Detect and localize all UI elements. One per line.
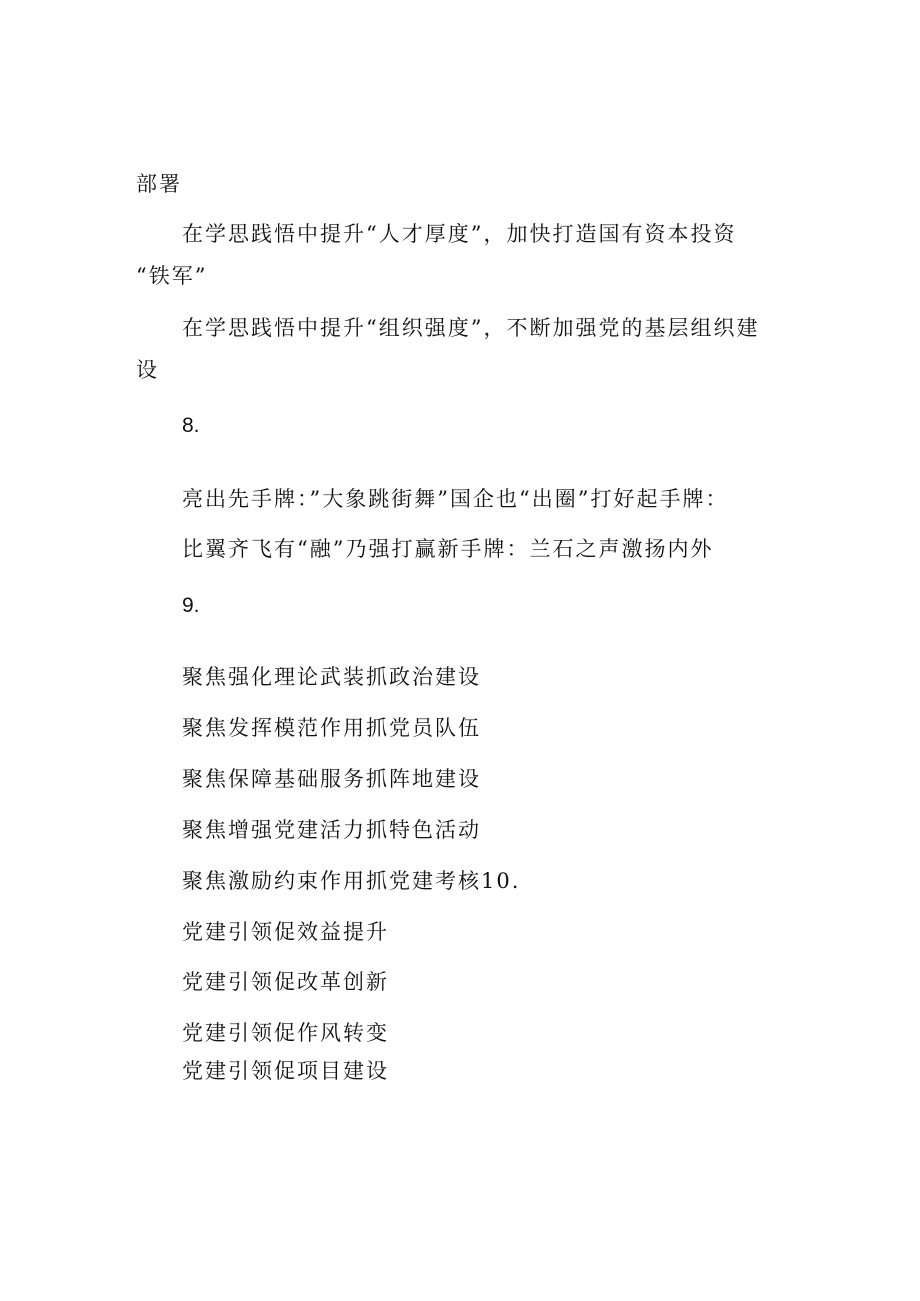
list-item: 党建引领促改革创新 [182, 970, 389, 994]
section-number: 9. [182, 594, 200, 617]
text-line: “铁军” [136, 264, 208, 288]
section-number: 8. [182, 414, 200, 437]
list-item: 聚焦激励约束作用抓党建考核10. [182, 869, 521, 893]
list-item: 党建引领促作风转变 [182, 1021, 389, 1045]
text-line: 在学思践悟中提升“组织强度”，不断加强党的基层组织建 [182, 316, 760, 340]
list-item: 聚焦保障基础服务抓阵地建设 [182, 767, 481, 791]
text-line: 设 [136, 358, 159, 382]
text-line: 在学思践悟中提升“人才厚度”，加快打造国有资本投资 [182, 222, 737, 246]
text-line: 部署 [136, 172, 182, 196]
list-item: 党建引领促项目建设 [182, 1059, 389, 1083]
list-item: 党建引领促效益提升 [182, 920, 389, 944]
list-item: 聚焦强化理论武装抓政治建设 [182, 665, 481, 689]
list-item: 聚焦发挥模范作用抓党员队伍 [182, 716, 481, 740]
list-item: 聚焦增强党建活力抓特色活动 [182, 818, 481, 842]
text-line: 比翼齐飞有“融”乃强打赢新手牌：兰石之声激扬内外 [182, 537, 714, 561]
text-line: 亮出先手牌：”大象跳街舞”国企也“出圈”打好起手牌： [182, 487, 729, 511]
